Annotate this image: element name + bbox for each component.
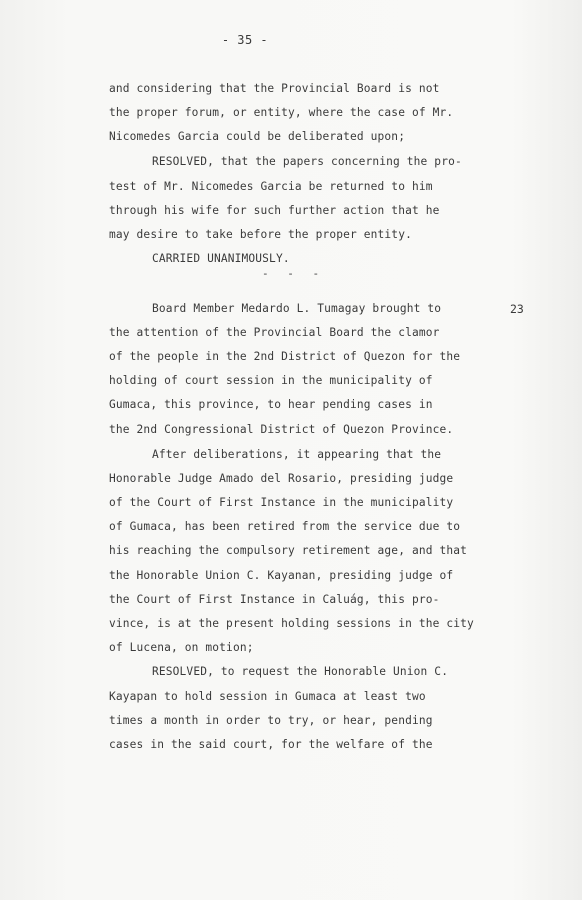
paragraph-line: the 2nd Congressional District of Quezon Province.	[109, 423, 454, 436]
resolution-line: RESOLVED, to request the Honorable Union C.	[152, 665, 449, 678]
resolution-line: times a month in order to try, or hear, pending	[109, 714, 433, 727]
resolution-line: test of Mr. Nicomedes Garcia be returned to him	[109, 180, 433, 193]
paragraph-line: the Court of First Instance in Caluág, this pro-	[109, 593, 440, 606]
paragraph-line: Gumaca, this province, to hear pending cases in	[109, 398, 433, 411]
section-separator: - - -	[262, 267, 326, 280]
carried-unanimously: CARRIED UNANIMOUSLY.	[152, 252, 290, 265]
paragraph-line: of Lucena, on motion;	[109, 641, 254, 654]
paragraph-line: holding of court session in the municipality of	[109, 374, 433, 387]
resolution-line: through his wife for such further action that he	[109, 204, 440, 217]
resolution-line: may desire to take before the proper entity.	[109, 228, 412, 241]
paragraph-line: of the people in the 2nd District of Quezon for the	[109, 350, 461, 363]
paragraph-line: vince, is at the present holding sessions in the city	[109, 617, 474, 630]
page-number: - 35 -	[221, 33, 269, 47]
paragraph-line: the proper forum, or entity, where the case of Mr.	[109, 106, 454, 119]
resolution-line: cases in the said court, for the welfare of the	[109, 738, 433, 751]
paragraph-line: Honorable Judge Amado del Rosario, presiding judge	[109, 472, 454, 485]
paragraph-line: his reaching the compulsory retirement age, and that	[109, 544, 468, 557]
paragraph-line: and considering that the Provincial Board is not	[109, 82, 440, 95]
paragraph-line: of the Court of First Instance in the municipality	[109, 496, 454, 509]
paragraph-line: Nicomedes Garcia could be deliberated upon;	[109, 130, 406, 143]
margin-number: 23	[510, 302, 524, 316]
resolution-line: RESOLVED, that the papers concerning the pro-	[152, 155, 462, 168]
paragraph-line: the Honorable Union C. Kayanan, presiding judge of	[109, 569, 454, 582]
paragraph-line: After deliberations, it appearing that the	[152, 448, 442, 461]
paragraph-line: Board Member Medardo L. Tumagay brought to	[152, 302, 442, 315]
paragraph-line: of Gumaca, has been retired from the service due to	[109, 520, 461, 533]
paragraph-line: the attention of the Provincial Board the clamor	[109, 326, 440, 339]
resolution-line: Kayapan to hold session in Gumaca at least two	[109, 690, 426, 703]
